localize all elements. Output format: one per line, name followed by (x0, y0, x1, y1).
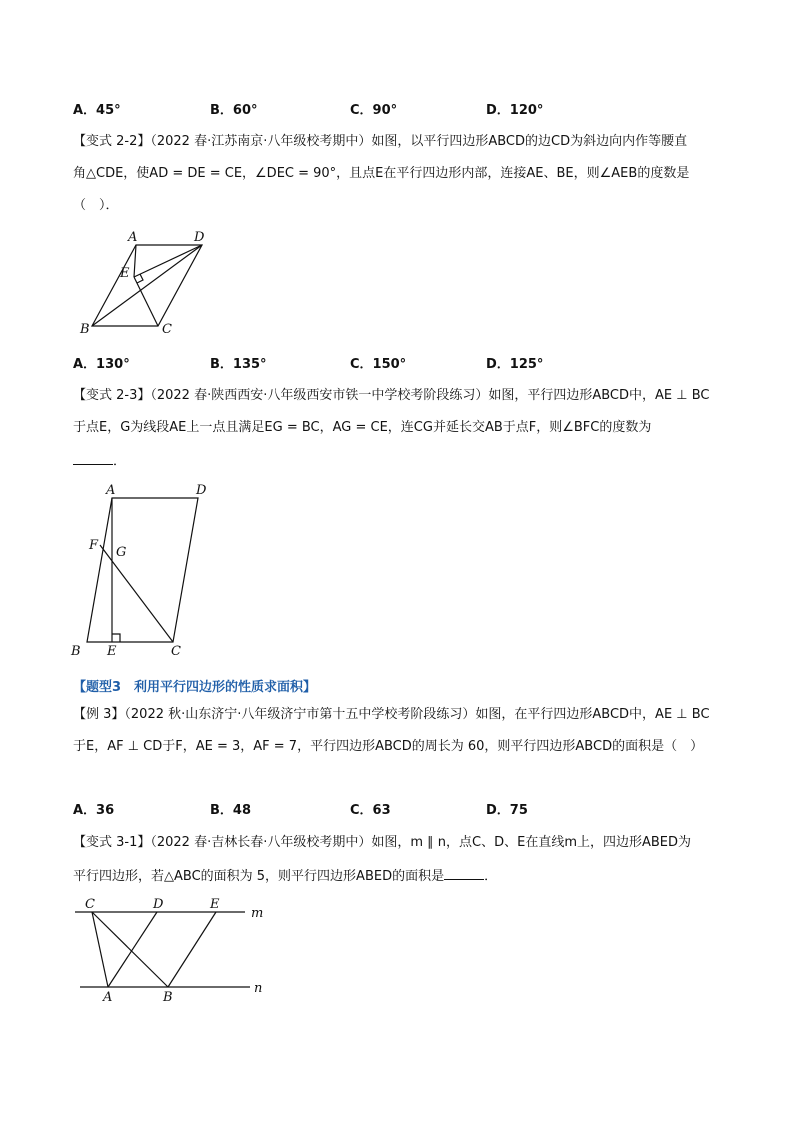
label-b: B (71, 644, 81, 659)
label-e: E (107, 644, 117, 659)
option-a[interactable]: A．130° (73, 357, 130, 372)
label-d: D (196, 483, 207, 498)
label-c: C (171, 644, 181, 659)
ex3-line2: 于E，AF ⊥ CD于F，AE = 3，AF = 7，平行四边形ABCD的周长为 60，则平行四边形ABCD的面积是（ ） (73, 739, 704, 754)
q2-3-line3 (73, 452, 733, 470)
label-g: G (116, 545, 127, 560)
label-c: C (162, 322, 172, 337)
option-b[interactable]: B．60° (210, 103, 258, 118)
q3-1-figure (70, 895, 280, 1010)
answer-blank[interactable] (444, 867, 484, 880)
option-d[interactable]: D．75 (486, 803, 528, 818)
label-a: A (106, 483, 116, 498)
q2-3-line1: 【变式 2-3】（2022 春·陕西西安·八年级西安市铁一中学校考阶段练习）如图，平行四边形ABCD中，AE ⊥ BC (73, 388, 710, 403)
option-a[interactable]: A．45° (73, 103, 121, 118)
label-d: D (194, 230, 205, 245)
q2-2-line2: 角△CDE，使AD = DE = CE，∠DEC = 90°，且点E在平行四边形内部，连接AE、BE，则∠AEB的度数是 (73, 166, 690, 181)
option-c[interactable]: C．63 (350, 803, 391, 818)
q2-3-line2: 于点E，G为线段AE上一点且满足EG = BC，AG = CE，连CG并延长交AB于点F，则∠BFC的度数为 (73, 420, 652, 435)
q3-1-line2-start: 平行四边形，若△ABC的面积为 5，则平行四边形ABED的面积是 (73, 869, 445, 884)
q2-2-line1: 【变式 2-2】（2022 春·江苏南京·八年级校考期中）如图，以平行四边形ABCD的边CD为斜边向内作等腰直 (73, 134, 688, 149)
answer-blank[interactable] (73, 452, 113, 465)
label-f: F (89, 538, 99, 553)
label-e: E (210, 897, 220, 912)
ex3-line1: 【例 3】（2022 秋·山东济宁·八年级济宁市第十五中学校考阶段练习）如图，在平行四边形ABCD中，AE ⊥ BC (73, 707, 710, 722)
parallelogram-abcd (87, 498, 198, 642)
q2-2-figure (70, 225, 230, 340)
option-d[interactable]: D．125° (486, 357, 544, 372)
segment-be (168, 912, 216, 987)
label-m: m (251, 906, 264, 921)
label-n: n (254, 981, 263, 996)
q3-1-line1: 【变式 3-1】（2022 春·吉林长春·八年级校考期中）如图，m ∥ n，点C、D、E在直线m上，四边形ABED为 (73, 835, 692, 850)
section-heading: 【题型3 利用平行四边形的性质求面积】 (73, 680, 317, 695)
option-b[interactable]: B．48 (210, 803, 251, 818)
label-c: C (85, 897, 95, 912)
option-a[interactable]: A．36 (73, 803, 115, 818)
segment-ca (92, 912, 108, 987)
q2-3-figure (65, 478, 235, 663)
label-a: A (128, 230, 138, 245)
segment-cf (100, 545, 173, 642)
option-c[interactable]: C．150° (350, 357, 407, 372)
segment-ad (108, 912, 157, 987)
right-angle-mark (112, 634, 120, 642)
label-a: A (103, 990, 113, 1005)
segment-ed (134, 245, 202, 277)
q3-1-line2 (73, 867, 733, 885)
option-b[interactable]: B．135° (210, 357, 267, 372)
segment-cb (92, 912, 168, 987)
q2-2-line3: （ ）． (73, 198, 119, 213)
segment-ae (134, 245, 136, 277)
segment-ec (134, 277, 158, 326)
label-b: B (80, 322, 90, 337)
option-c[interactable]: C．90° (350, 103, 398, 118)
label-e: E (120, 266, 130, 281)
q3-1-line2-end: ． (484, 869, 498, 884)
option-d[interactable]: D．120° (486, 103, 544, 118)
label-b: B (163, 990, 173, 1005)
segment-bd (92, 245, 202, 326)
label-d: D (153, 897, 164, 912)
q2-3-line3-end: ． (113, 454, 127, 469)
